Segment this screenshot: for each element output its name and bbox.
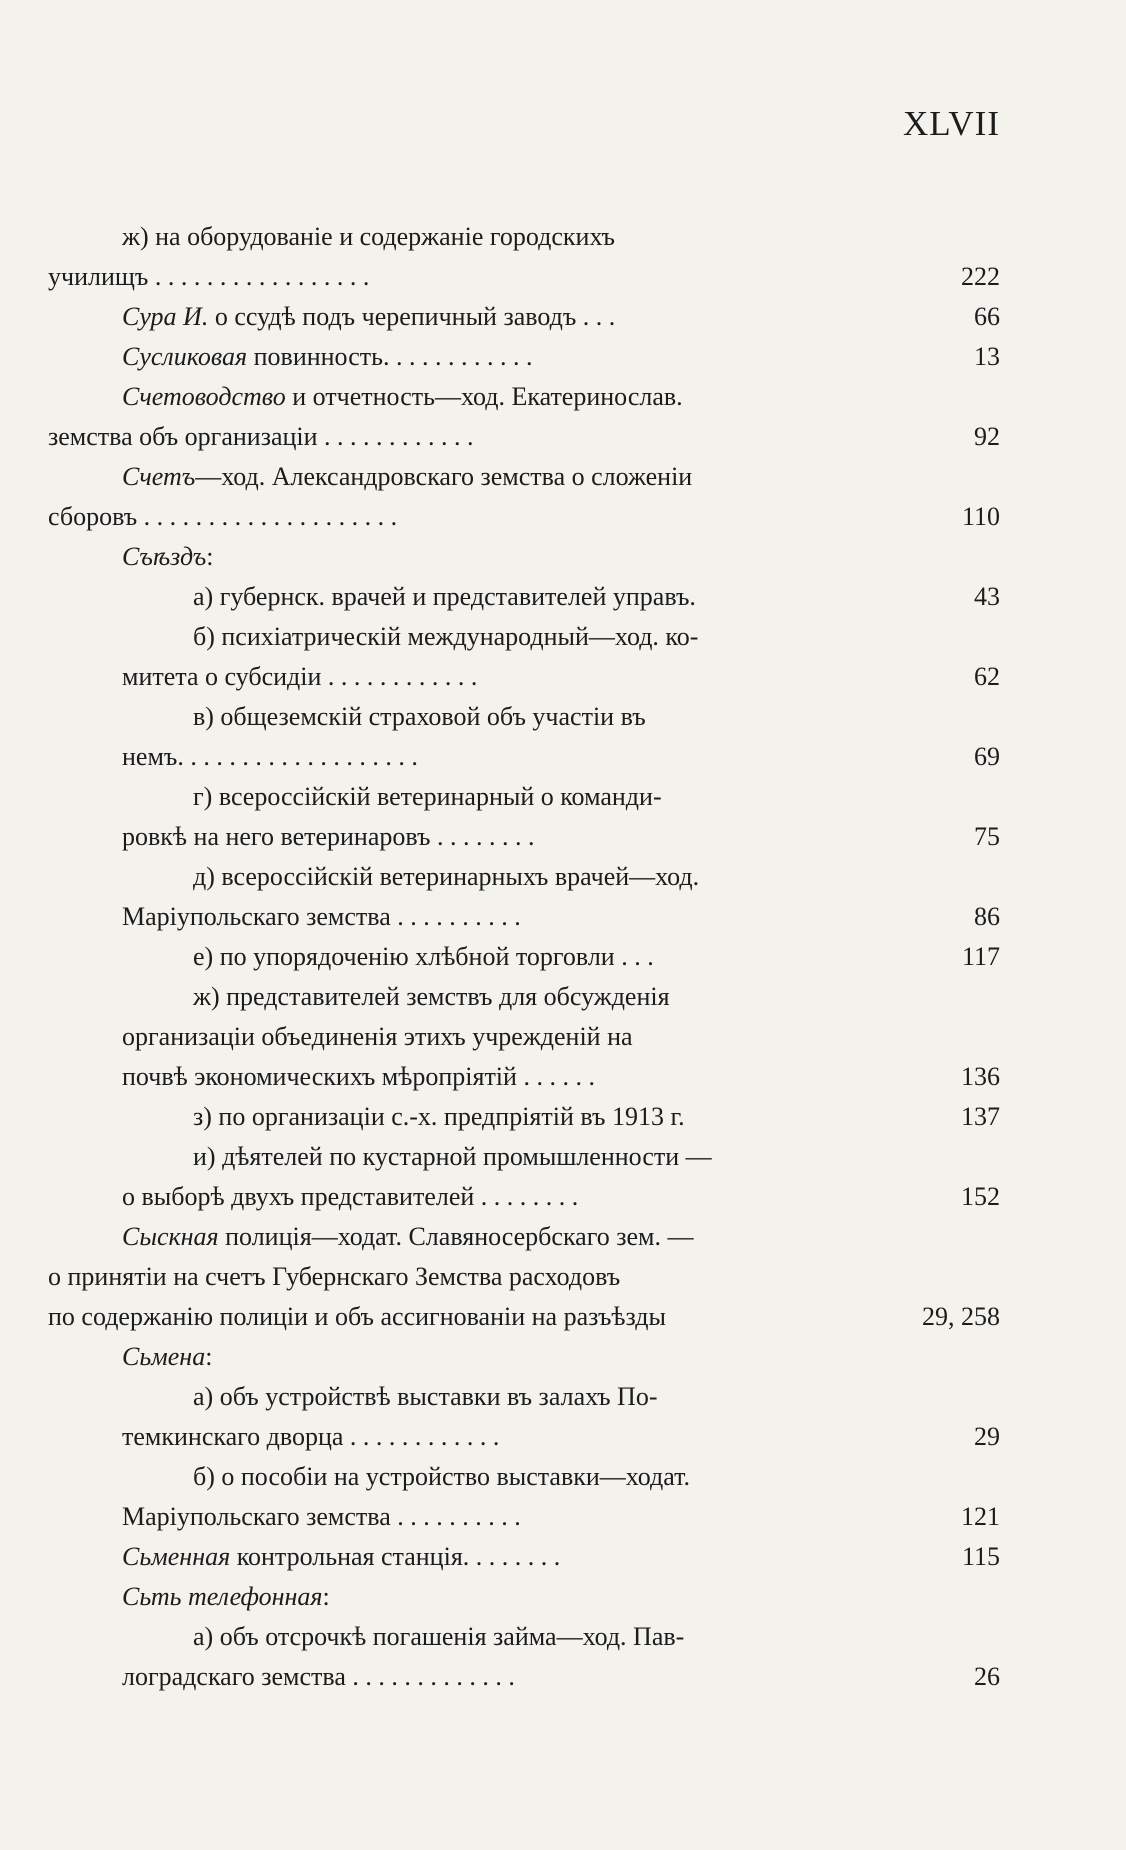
index-line-text <box>122 897 521 937</box>
index-line-text <box>122 1337 212 1377</box>
index-line <box>48 977 1000 1017</box>
index-headword: Съѣздъ <box>122 542 207 571</box>
index-line-text <box>122 1417 499 1457</box>
index-line-text <box>193 617 698 657</box>
index-entry-text: училищъ . . . . . . . . . . . . . . . . . <box>48 262 370 291</box>
index-line <box>48 297 1000 337</box>
index-line <box>48 617 1000 657</box>
index-page-ref: 66 <box>974 302 1000 331</box>
index-headword: Сьменная <box>122 1542 231 1571</box>
index-page-ref: 13 <box>974 342 1000 371</box>
index-line <box>48 217 1000 257</box>
index-entry-text: и) дѣятелей по кустарной промышленности — <box>193 1142 712 1171</box>
index-entry-text: полиція—ходат. Славяносербскаго зем. — <box>218 1222 694 1251</box>
index-entry-text: ровкѣ на него ветеринаровъ . . . . . . . . <box>122 822 535 851</box>
index-page-ref: 117 <box>961 942 1000 971</box>
index-headword: Сьмена <box>122 1342 206 1371</box>
index-line-text <box>122 297 615 337</box>
index-line-text <box>122 1577 330 1617</box>
index-headword: Сусликовая <box>122 342 248 371</box>
index-headword: Счетъ <box>122 462 196 491</box>
index-line-text <box>122 1057 595 1097</box>
index-page-ref: 29, 258 <box>922 1302 1000 1331</box>
index-line <box>48 737 1000 777</box>
index-line <box>48 1297 1000 1337</box>
index-page-ref: 43 <box>974 582 1000 611</box>
index-entry-text: —ход. Александровскаго земства о сложеніи <box>195 462 693 491</box>
index-line-text <box>193 1617 684 1657</box>
index-entry-text: : <box>206 542 214 571</box>
index-line-text <box>122 657 477 697</box>
index-line <box>48 1377 1000 1417</box>
index-line-text <box>193 697 646 737</box>
index-headword: Сыскная <box>122 1222 219 1251</box>
index-page-ref: 26 <box>974 1662 1000 1691</box>
index-page-ref: 62 <box>974 662 1000 691</box>
index-line-text <box>122 1657 515 1697</box>
index-line <box>48 497 1000 537</box>
index-line <box>48 537 1000 577</box>
index-line <box>48 377 1000 417</box>
index-line-text <box>122 1497 521 1537</box>
index-line <box>48 1257 1000 1297</box>
index-page-ref: 222 <box>961 262 1000 291</box>
index-entry-text: почвѣ экономическихъ мѣропріятій . . . . . . <box>122 1062 595 1091</box>
index-entry-text: и отчетность—ход. Екатеринослав. <box>285 382 683 411</box>
index-line-text <box>122 537 214 577</box>
index-line <box>48 1457 1000 1497</box>
index-line <box>48 937 1000 977</box>
index-line <box>48 1177 1000 1217</box>
index-page-ref: 152 <box>961 1182 1000 1211</box>
index-entry-text: : <box>322 1582 330 1611</box>
index-entry-text: Маріупольскаго земства . . . . . . . . . . <box>122 902 521 931</box>
index-line-text <box>122 1017 633 1057</box>
index-entry-text: е) по упорядоченію хлѣбной торговли . . . <box>193 942 654 971</box>
index-line-text <box>193 977 670 1017</box>
index-entry-text: о ссудѣ подъ черепичный заводъ . . . <box>208 302 616 331</box>
index-line-text <box>193 1457 690 1497</box>
index-entry-text: земства объ организаціи . . . . . . . . . . . . <box>48 422 474 451</box>
index-headword: Сьть телефонная <box>122 1582 323 1611</box>
index-line <box>48 1057 1000 1097</box>
index-line <box>48 337 1000 377</box>
index-page-ref: 115 <box>961 1542 1000 1571</box>
index-headword: Сура И. <box>122 302 209 331</box>
index-entry-text: в) общеземскій страховой объ участіи въ <box>193 702 646 731</box>
index-page-ref: 29 <box>974 1422 1000 1451</box>
index-page-ref: 75 <box>974 822 1000 851</box>
index-entry-text: темкинскаго дворца . . . . . . . . . . . . <box>122 1422 500 1451</box>
index-line-text <box>193 857 699 897</box>
index-line-text <box>48 497 397 537</box>
index-line <box>48 1337 1000 1377</box>
index-entry-text: лоградскаго земства . . . . . . . . . . . . . <box>122 1662 515 1691</box>
index-entry-text: ж) на оборудованіе и содержаніе городскихъ <box>122 222 615 251</box>
index-entry-text: немъ. . . . . . . . . . . . . . . . . . . <box>122 742 418 771</box>
index-line <box>48 1497 1000 1537</box>
index-line-text <box>48 417 474 457</box>
index-page-ref: 92 <box>974 422 1000 451</box>
page-number-roman: XLVII <box>902 104 1000 143</box>
index-line-text <box>122 217 615 257</box>
index-line-text <box>48 257 369 297</box>
index-line <box>48 457 1000 497</box>
index-line <box>48 1217 1000 1257</box>
index-entry-text: б) о пособіи на устройство выставки—ходат. <box>193 1462 691 1491</box>
index-entry-text: Маріупольскаго земства . . . . . . . . . . <box>122 1502 521 1531</box>
index-headword: Счетоводство <box>122 382 286 411</box>
index-line <box>48 1017 1000 1057</box>
index-line-text <box>122 1537 560 1577</box>
index-line-text <box>193 1097 685 1137</box>
index-entry-text: : <box>205 1342 213 1371</box>
index-line <box>48 1617 1000 1657</box>
index-line-text <box>122 1217 694 1257</box>
index-entry-text: а) губернск. врачей и представителей управъ. <box>193 582 696 611</box>
index-page-ref: 86 <box>974 902 1000 931</box>
index-entry-text: повинность. . . . . . . . . . . . <box>247 342 533 371</box>
index-line <box>48 817 1000 857</box>
index-line <box>48 857 1000 897</box>
index-line <box>48 1577 1000 1617</box>
index-entry-text: контрольная станція. . . . . . . . <box>230 1542 561 1571</box>
index-line-text <box>193 1137 712 1177</box>
index-line-text <box>122 817 534 857</box>
index-entry-text: сборовъ . . . . . . . . . . . . . . . . . . . . <box>48 502 398 531</box>
index-line-text <box>193 1377 658 1417</box>
index-line-text <box>48 1257 620 1297</box>
index-line-text <box>193 577 696 617</box>
index-line-text <box>122 337 532 377</box>
index-entry-text: д) всероссійскій ветеринарныхъ врачей—ход. <box>193 862 700 891</box>
index-line <box>48 1137 1000 1177</box>
index-page-ref: 137 <box>961 1102 1000 1131</box>
index-line-text <box>122 1177 578 1217</box>
subject-index <box>48 217 1000 1697</box>
index-line-text <box>193 937 654 977</box>
index-line <box>48 1417 1000 1457</box>
index-entry-text: митета о субсидіи . . . . . . . . . . . . <box>122 662 478 691</box>
index-line <box>48 417 1000 457</box>
index-line-text <box>193 777 662 817</box>
index-entry-text: по содержанію полиціи и объ ассигнованіи на разъѣзды <box>48 1302 667 1331</box>
index-entry-text: б) психіатрическій международный—ход. ко- <box>193 622 699 651</box>
index-entry-text: о принятіи на счетъ Губернскаго Земства расходовъ <box>48 1262 621 1291</box>
index-entry-text: а) объ отсрочкѣ погашенія займа—ход. Пав- <box>193 1622 685 1651</box>
index-line <box>48 697 1000 737</box>
index-line <box>48 657 1000 697</box>
index-line <box>48 777 1000 817</box>
index-line <box>48 1537 1000 1577</box>
index-entry-text: организаціи объединенія этихъ учрежденій на <box>122 1022 633 1051</box>
index-line <box>48 897 1000 937</box>
index-line <box>48 1657 1000 1697</box>
index-line-text <box>48 1297 666 1337</box>
index-line-text <box>122 737 418 777</box>
index-page-ref: 110 <box>961 502 1000 531</box>
index-line <box>48 577 1000 617</box>
index-entry-text: г) всероссійскій ветеринарный о команди- <box>193 782 662 811</box>
index-line <box>48 257 1000 297</box>
index-line <box>48 1097 1000 1137</box>
index-line-text <box>122 377 683 417</box>
index-entry-text: з) по организаціи с.-х. предпріятій въ 1913 г. <box>193 1102 685 1131</box>
index-entry-text: ж) представителей земствъ для обсужденія <box>193 982 670 1011</box>
index-page-ref: 69 <box>974 742 1000 771</box>
index-entry-text: а) объ устройствѣ выставки въ залахъ По- <box>193 1382 658 1411</box>
index-page-ref: 136 <box>961 1062 1000 1091</box>
index-entry-text: о выборѣ двухъ представителей . . . . . . . . <box>122 1182 579 1211</box>
index-line-text <box>122 457 692 497</box>
index-page-ref: 121 <box>961 1502 1000 1531</box>
